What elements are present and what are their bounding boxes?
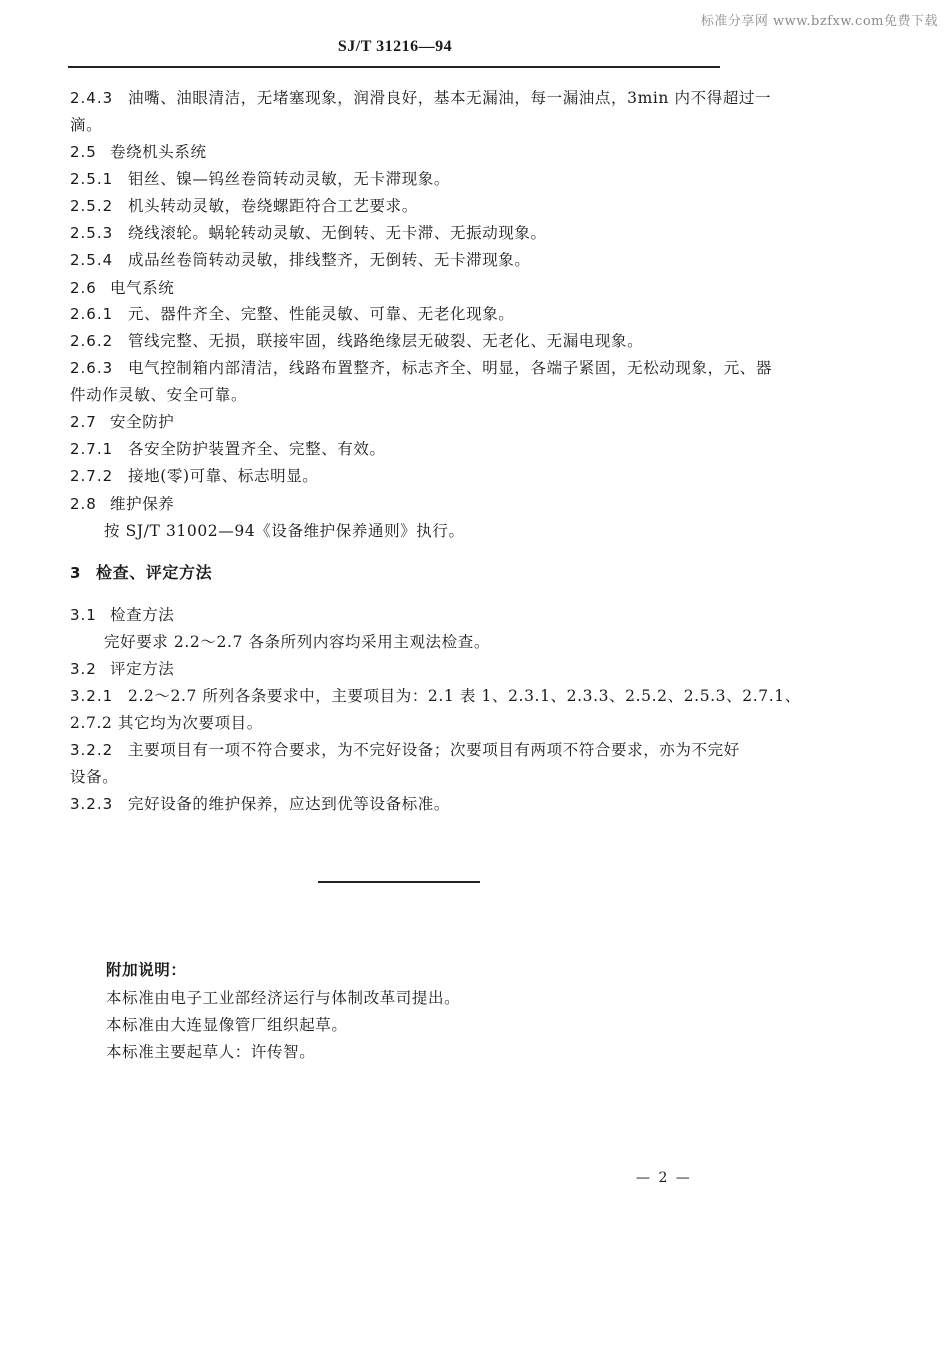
clause-2-6-1 bbox=[70, 304, 514, 324]
clause-2-5-3 bbox=[70, 223, 547, 243]
section-2-8 bbox=[70, 494, 174, 514]
clause-2-4-3 bbox=[70, 88, 771, 108]
clause-2-7-2 bbox=[70, 466, 318, 486]
section-2-5 bbox=[70, 142, 207, 162]
clause-2-6-3 bbox=[70, 358, 772, 378]
clause-number: 2.4.3 bbox=[70, 89, 114, 107]
clause-number: 2.5.2 bbox=[70, 197, 114, 215]
section-number: 3 bbox=[70, 564, 82, 582]
end-of-standard-rule bbox=[318, 881, 480, 883]
clause-text: 2.2～2.7 所列各条要求中，主要项目为：2.1 表 1、2.3.1、2.3.3、2.5.2、2.5.3、2.7.1、 bbox=[128, 687, 801, 705]
clause-text: 件动作灵敏、安全可靠。 bbox=[70, 386, 248, 404]
clause-2-5-4 bbox=[70, 250, 531, 270]
clause-2-5-2 bbox=[70, 196, 418, 216]
section-3-2 bbox=[70, 659, 174, 679]
clause-text: 电气系统 bbox=[110, 279, 175, 297]
clause-text: 滴。 bbox=[70, 116, 103, 134]
clause-3-1-body bbox=[104, 632, 490, 652]
clause-continuation bbox=[70, 767, 118, 787]
clause-text: 管线完整、无损，联接牢固，线路绝缘层无破裂、无老化、无漏电现象。 bbox=[128, 332, 644, 350]
clause-text: 完好要求 2.2～2.7 各条所列内容均采用主观法检查。 bbox=[104, 633, 490, 651]
additional-note-proposer: 本标准由电子工业部经济运行与体制改革司提出。 bbox=[106, 989, 461, 1007]
clause-text: 卷绕机头系统 bbox=[110, 143, 207, 161]
clause-continuation bbox=[70, 115, 102, 135]
clause-3-2-1 bbox=[70, 686, 801, 706]
clause-number: 2.7 bbox=[70, 413, 97, 431]
additional-note-drafter-org: 本标准由大连显像管厂组织起草。 bbox=[106, 1016, 348, 1034]
clause-2-5-1 bbox=[70, 169, 450, 189]
clause-number: 2.7.1 bbox=[70, 440, 114, 458]
clause-text: 评定方法 bbox=[110, 660, 175, 678]
clause-number: 2.6.3 bbox=[70, 359, 114, 377]
header-rule bbox=[68, 66, 720, 68]
section-2-7 bbox=[70, 412, 174, 432]
clause-text: 完好设备的维护保养，应达到优等设备标准。 bbox=[128, 795, 451, 813]
clause-2-8-body bbox=[104, 521, 465, 541]
clause-text: 油嘴、油眼清洁，无堵塞现象，润滑良好，基本无漏油，每一漏油点，3min 内不得超过一 bbox=[128, 89, 772, 107]
clause-text: 设备。 bbox=[70, 768, 119, 786]
clause-text: 元、器件齐全、完整、性能灵敏、可靠、无老化现象。 bbox=[128, 305, 515, 323]
additional-note-drafter-person: 本标准主要起草人：许传智。 bbox=[106, 1043, 316, 1061]
clause-text: 2.7.2 其它均为次要项目。 bbox=[70, 714, 263, 732]
section-title-text: 检查、评定方法 bbox=[96, 563, 213, 582]
clause-number: 2.6.2 bbox=[70, 332, 114, 350]
clause-2-7-1 bbox=[70, 439, 386, 459]
clause-text: 检查方法 bbox=[110, 606, 175, 624]
clause-3-2-3 bbox=[70, 794, 450, 814]
clause-number: 3.1 bbox=[70, 606, 97, 624]
clause-number: 3.2 bbox=[70, 660, 97, 678]
clause-number: 2.5.4 bbox=[70, 251, 114, 269]
clause-text: 电气控制箱内部清洁，线路布置整齐，标志齐全、明显，各端子紧固，无松动现象，元、器 bbox=[128, 359, 773, 377]
clause-3-2-2 bbox=[70, 740, 740, 760]
clause-number: 3.2.3 bbox=[70, 795, 114, 813]
clause-number: 2.5 bbox=[70, 143, 97, 161]
section-2-6 bbox=[70, 278, 174, 298]
clause-text: 各安全防护装置齐全、完整、有效。 bbox=[128, 440, 386, 458]
clause-text: 绕线滚轮。蜗轮转动灵敏、无倒转、无卡滞、无振动现象。 bbox=[128, 224, 547, 242]
clause-number: 2.6 bbox=[70, 279, 97, 297]
clause-text: 按 SJ/T 31002—94《设备维护保养通则》执行。 bbox=[104, 522, 465, 540]
clause-number: 3.2.1 bbox=[70, 687, 114, 705]
clause-text: 机头转动灵敏，卷绕螺距符合工艺要求。 bbox=[128, 197, 418, 215]
clause-text: 接地(零)可靠、标志明显。 bbox=[128, 467, 319, 485]
clause-text: 主要项目有一项不符合要求，为不完好设备；次要项目有两项不符合要求，亦为不完好 bbox=[128, 741, 740, 759]
clause-continuation bbox=[70, 713, 263, 733]
clause-continuation bbox=[70, 385, 247, 405]
clause-text: 成品丝卷筒转动灵敏，排线整齐，无倒转、无卡滞现象。 bbox=[128, 251, 531, 269]
section-3-1 bbox=[70, 605, 174, 625]
clause-text: 安全防护 bbox=[110, 413, 175, 431]
clause-number: 2.8 bbox=[70, 495, 97, 513]
section-3-title bbox=[70, 563, 212, 583]
additional-notes-title: 附加说明： bbox=[106, 960, 187, 979]
clause-number: 2.5.1 bbox=[70, 170, 114, 188]
clause-2-6-2 bbox=[70, 331, 643, 351]
clause-number: 2.7.2 bbox=[70, 467, 114, 485]
page-number: — 2 — bbox=[636, 1170, 692, 1186]
clause-text: 钼丝、镍—钨丝卷筒转动灵敏，无卡滞现象。 bbox=[128, 170, 451, 188]
clause-text: 维护保养 bbox=[110, 495, 175, 513]
clause-number: 2.6.1 bbox=[70, 305, 114, 323]
clause-number: 2.5.3 bbox=[70, 224, 114, 242]
standard-number-header: SJ/T 31216—94 bbox=[337, 38, 453, 55]
clause-number: 3.2.2 bbox=[70, 741, 114, 759]
watermark: 标准分享网 www.bzfxw.com免费下载 bbox=[700, 14, 938, 29]
